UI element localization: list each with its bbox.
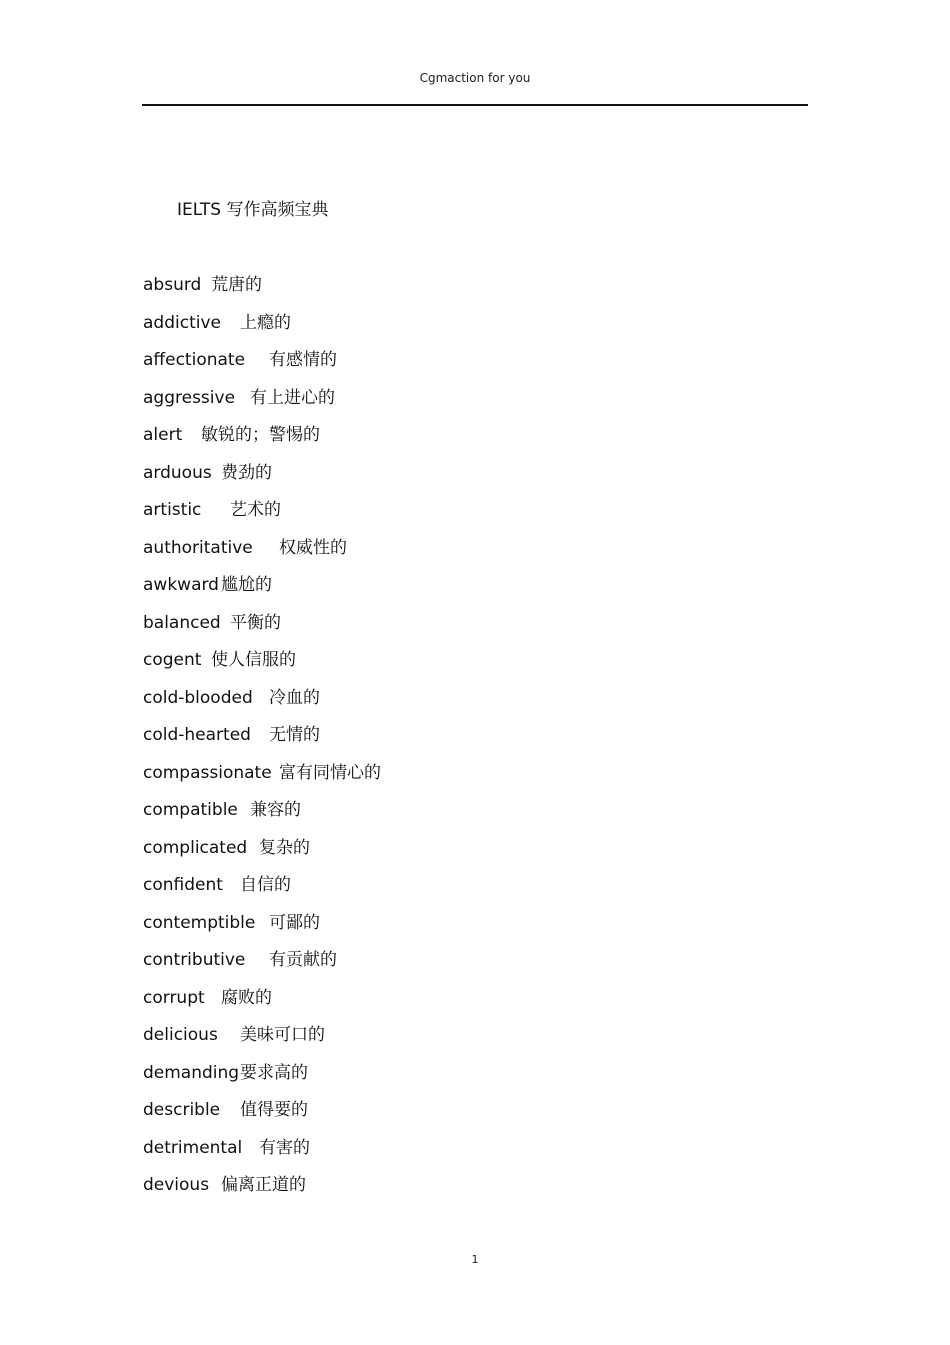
english-word: cold-hearted [143,725,251,745]
chinese-meaning: 敏锐的；警惕的 [201,425,320,445]
vocab-entry [143,762,643,800]
chinese-meaning: 费劲的 [221,462,272,483]
vocab-entry [143,349,643,387]
english-word: detrimental [143,1137,243,1158]
english-word: balanced [143,612,221,633]
page-header: Cgmaction for you [419,71,531,85]
chinese-meaning: 复杂的 [259,837,310,858]
vocab-entry [143,1174,643,1212]
vocab-entry [143,499,643,537]
chinese-meaning: 自信的 [240,875,291,895]
vocab-entry [143,537,643,575]
page-number: 1 [471,1253,479,1266]
chinese-meaning: 使人信服的 [211,650,296,670]
vocab-entry [143,649,643,687]
chinese-meaning: 腐败的 [221,987,272,1008]
chinese-meaning: 有上进心的 [250,387,335,408]
vocab-entry [143,462,643,500]
chinese-meaning: 冷血的 [269,687,320,708]
english-word: contributive [143,950,246,970]
header-divider [142,104,808,106]
chinese-meaning: 偏离正道的 [221,1175,306,1195]
vocab-entry [143,312,643,350]
vocab-entry [143,387,643,425]
vocab-entry [143,687,643,725]
vocab-entry [143,837,643,875]
vocab-entry [143,799,643,837]
english-word: compatible [143,800,238,820]
vocab-entry [143,724,643,762]
vocab-entry [143,1062,643,1100]
chinese-meaning: 兼容的 [250,800,301,820]
vocab-entry [143,1024,643,1062]
chinese-meaning: 可鄙的 [269,912,320,933]
chinese-meaning: 艺术的 [230,500,281,520]
english-word: cold-blooded [143,687,253,708]
vocab-entry [143,612,643,650]
english-word: arduous [143,462,212,483]
chinese-meaning: 美味可口的 [240,1025,325,1045]
english-word: aggressive [143,387,236,408]
vocab-entry [143,574,643,612]
english-word: cogent [143,650,202,670]
english-word: confident [143,875,223,895]
vocabulary-list [143,274,643,1212]
english-word: absurd [143,275,202,295]
chinese-meaning: 平衡的 [230,612,281,633]
chinese-meaning: 有贡献的 [269,950,337,970]
english-word: corrupt [143,987,205,1008]
vocab-entry [143,424,643,462]
vocab-entry [143,912,643,950]
chinese-meaning: 富有同情心的 [279,762,381,783]
chinese-meaning: 权威性的 [279,537,347,558]
vocab-entry [143,987,643,1025]
vocab-entry [143,1137,643,1175]
english-word: complicated [143,837,248,858]
english-word: affectionate [143,350,246,370]
chinese-meaning: 有害的 [259,1137,310,1158]
vocab-entry [143,274,643,312]
english-word: alert [143,425,183,445]
chinese-meaning: 荒唐的 [211,275,262,295]
english-word: compassionate [143,762,272,783]
vocab-entry [143,949,643,987]
english-word: devious [143,1175,210,1195]
document-title: IELTS 写作高频宝典 [177,200,329,220]
chinese-meaning: 尴尬的 [221,575,272,595]
chinese-meaning: 值得要的 [240,1100,308,1120]
chinese-meaning: 上瘾的 [240,312,291,333]
english-word: awkward [143,575,219,595]
english-word: authoritative [143,537,253,558]
chinese-meaning: 无情的 [269,725,320,745]
chinese-meaning: 要求高的 [240,1062,308,1083]
english-word: delicious [143,1025,218,1045]
english-word: contemptible [143,912,256,933]
vocab-entry [143,1099,643,1137]
english-word: artistic [143,500,202,520]
vocab-entry [143,874,643,912]
english-word: addictive [143,312,221,333]
chinese-meaning: 有感情的 [269,350,337,370]
english-word: demanding [143,1062,240,1083]
english-word: describle [143,1100,221,1120]
